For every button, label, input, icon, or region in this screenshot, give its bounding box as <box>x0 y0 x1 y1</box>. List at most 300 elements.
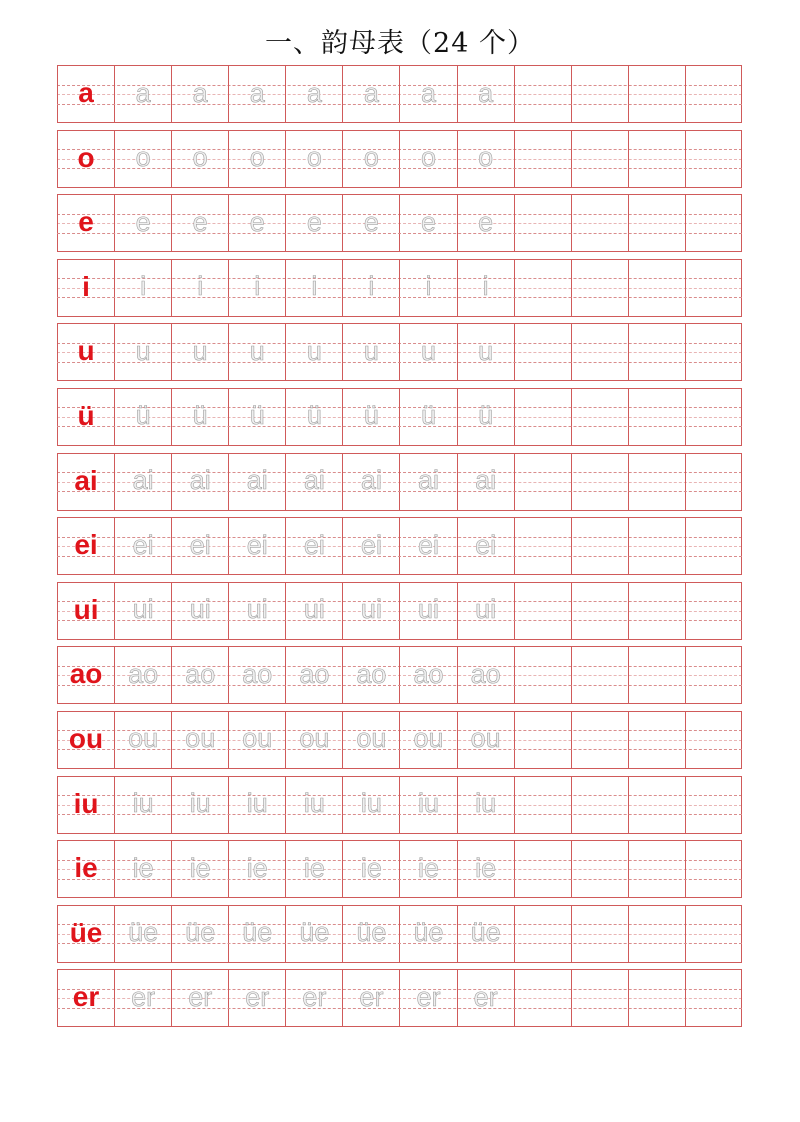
blank-writing-cell[interactable] <box>628 195 685 251</box>
trace-cell <box>457 66 514 122</box>
blank-writing-cell[interactable] <box>571 970 628 1026</box>
blank-writing-cell[interactable] <box>628 712 685 768</box>
trace-text: ü <box>478 400 494 431</box>
trace-text: er <box>245 981 270 1012</box>
trace-text: iu <box>189 788 211 819</box>
trace-text: ao <box>413 658 444 689</box>
blank-writing-cell[interactable] <box>685 777 742 833</box>
trace-cell <box>114 195 171 251</box>
trace-cell <box>342 389 399 445</box>
trace-cell <box>171 906 228 962</box>
trace-text: ie <box>360 852 382 883</box>
trace-text: er <box>416 981 441 1012</box>
trace-cell <box>342 66 399 122</box>
trace-cell <box>399 712 456 768</box>
trace-cell <box>399 970 456 1026</box>
trace-text: üe <box>185 917 216 948</box>
final-label: o <box>77 141 95 173</box>
trace-cell <box>228 131 285 187</box>
trace-cell <box>399 454 456 510</box>
blank-writing-cell[interactable] <box>514 389 571 445</box>
trace-text: üe <box>128 917 159 948</box>
head-cell <box>57 195 114 251</box>
trace-text: ie <box>189 852 211 883</box>
trace-text: üe <box>470 917 501 948</box>
trace-text: iu <box>418 788 440 819</box>
trace-cell <box>399 777 456 833</box>
trace-text: a <box>363 77 379 108</box>
head-cell <box>57 712 114 768</box>
final-label: üe <box>69 916 103 948</box>
trace-text: ie <box>246 852 268 883</box>
trace-cell <box>457 777 514 833</box>
trace-cell <box>342 777 399 833</box>
trace-cell <box>171 454 228 510</box>
trace-text: o <box>363 142 379 173</box>
final-label: ie <box>74 852 98 884</box>
trace-text: iu <box>475 788 497 819</box>
trace-cell <box>171 131 228 187</box>
trace-text: e <box>478 206 494 237</box>
blank-writing-cell[interactable] <box>685 906 742 962</box>
trace-cell <box>399 131 456 187</box>
practice-row <box>57 259 742 317</box>
trace-cell <box>399 195 456 251</box>
trace-cell <box>228 712 285 768</box>
trace-cell <box>171 66 228 122</box>
trace-cell <box>114 583 171 639</box>
pinyin-practice-grid <box>57 65 742 1034</box>
trace-text: ui <box>418 594 440 625</box>
blank-writing-cell[interactable] <box>628 841 685 897</box>
trace-cell <box>342 906 399 962</box>
head-cell <box>57 970 114 1026</box>
trace-text: o <box>249 142 265 173</box>
trace-text: i <box>368 271 375 302</box>
trace-cell <box>285 777 342 833</box>
final-label: ai <box>74 464 98 496</box>
trace-cell <box>171 195 228 251</box>
blank-writing-cell[interactable] <box>514 970 571 1026</box>
blank-writing-cell[interactable] <box>571 131 628 187</box>
blank-writing-cell[interactable] <box>685 712 742 768</box>
blank-writing-cell[interactable] <box>514 66 571 122</box>
trace-cell <box>399 66 456 122</box>
head-cell <box>57 906 114 962</box>
practice-row <box>57 969 742 1027</box>
head-cell <box>57 583 114 639</box>
trace-cell <box>171 518 228 574</box>
trace-cell <box>457 131 514 187</box>
practice-row <box>57 453 742 511</box>
blank-writing-cell[interactable] <box>685 583 742 639</box>
blank-writing-cell[interactable] <box>628 131 685 187</box>
trace-text: ai <box>132 465 154 496</box>
blank-writing-cell[interactable] <box>514 454 571 510</box>
trace-text: er <box>131 981 156 1012</box>
page-title: 一、韵母表（24 个） <box>265 28 535 59</box>
blank-writing-cell[interactable] <box>571 906 628 962</box>
trace-text: i <box>197 271 204 302</box>
practice-row <box>57 646 742 704</box>
blank-writing-cell[interactable] <box>685 131 742 187</box>
trace-text: er <box>359 981 384 1012</box>
trace-text: ou <box>470 723 501 754</box>
blank-writing-cell[interactable] <box>685 518 742 574</box>
blank-writing-cell[interactable] <box>628 518 685 574</box>
trace-text: a <box>135 77 151 108</box>
trace-text: ei <box>189 529 211 560</box>
blank-writing-cell[interactable] <box>685 454 742 510</box>
final-label: e <box>78 206 94 238</box>
practice-row <box>57 905 742 963</box>
trace-text: ie <box>303 852 325 883</box>
blank-writing-cell[interactable] <box>685 324 742 380</box>
trace-cell <box>457 712 514 768</box>
head-cell <box>57 777 114 833</box>
blank-writing-cell[interactable] <box>571 647 628 703</box>
trace-cell <box>114 131 171 187</box>
trace-text: ei <box>303 529 325 560</box>
trace-cell <box>114 260 171 316</box>
trace-cell <box>171 389 228 445</box>
trace-cell <box>228 66 285 122</box>
blank-writing-cell[interactable] <box>685 66 742 122</box>
blank-writing-cell[interactable] <box>571 712 628 768</box>
trace-text: o <box>135 142 151 173</box>
head-cell <box>57 324 114 380</box>
practice-row <box>57 582 742 640</box>
trace-cell <box>399 260 456 316</box>
trace-cell <box>457 970 514 1026</box>
trace-cell <box>228 260 285 316</box>
trace-text: a <box>306 77 322 108</box>
trace-cell <box>228 324 285 380</box>
trace-text: ü <box>306 400 322 431</box>
trace-text: ü <box>249 400 265 431</box>
trace-cell <box>342 324 399 380</box>
trace-text: üe <box>413 917 444 948</box>
trace-cell <box>228 454 285 510</box>
trace-text: ü <box>135 400 151 431</box>
trace-text: i <box>254 271 261 302</box>
trace-text: ou <box>185 723 216 754</box>
trace-text: ou <box>242 723 273 754</box>
trace-cell <box>457 583 514 639</box>
blank-writing-cell[interactable] <box>571 583 628 639</box>
trace-text: er <box>473 981 498 1012</box>
blank-writing-cell[interactable] <box>571 841 628 897</box>
trace-text: u <box>420 335 437 366</box>
trace-text: üe <box>356 917 387 948</box>
blank-writing-cell[interactable] <box>628 906 685 962</box>
blank-writing-cell[interactable] <box>628 389 685 445</box>
blank-writing-cell[interactable] <box>514 647 571 703</box>
head-cell <box>57 518 114 574</box>
trace-text: ai <box>303 465 325 496</box>
blank-writing-cell[interactable] <box>514 518 571 574</box>
trace-cell <box>171 583 228 639</box>
practice-row <box>57 323 742 381</box>
trace-cell <box>342 970 399 1026</box>
blank-writing-cell[interactable] <box>685 389 742 445</box>
trace-cell <box>457 841 514 897</box>
trace-text: e <box>363 206 379 237</box>
trace-cell <box>114 66 171 122</box>
trace-text: iu <box>132 788 154 819</box>
trace-text: ui <box>132 594 154 625</box>
practice-row <box>57 65 742 123</box>
trace-text: ao <box>299 658 330 689</box>
blank-writing-cell[interactable] <box>514 131 571 187</box>
trace-cell <box>457 647 514 703</box>
trace-text: ui <box>246 594 268 625</box>
trace-text: iu <box>360 788 382 819</box>
final-label: ou <box>68 722 104 754</box>
trace-cell <box>171 647 228 703</box>
trace-cell <box>114 389 171 445</box>
head-cell <box>57 389 114 445</box>
trace-cell <box>114 970 171 1026</box>
trace-text: ou <box>413 723 444 754</box>
trace-cell <box>114 712 171 768</box>
blank-writing-cell[interactable] <box>685 647 742 703</box>
final-label: i <box>82 270 90 302</box>
trace-text: ui <box>189 594 211 625</box>
trace-cell <box>285 454 342 510</box>
trace-text: u <box>363 335 379 366</box>
trace-cell <box>228 389 285 445</box>
trace-text: a <box>249 77 265 108</box>
trace-text: ei <box>418 529 440 560</box>
trace-text: i <box>311 271 318 302</box>
trace-cell <box>457 518 514 574</box>
blank-writing-cell[interactable] <box>571 324 628 380</box>
blank-writing-cell[interactable] <box>514 324 571 380</box>
trace-cell <box>228 518 285 574</box>
trace-cell <box>342 518 399 574</box>
trace-text: e <box>420 206 437 237</box>
trace-text: ü <box>420 400 437 431</box>
trace-text: ai <box>189 465 211 496</box>
trace-cell <box>399 841 456 897</box>
trace-text: ü <box>363 400 379 431</box>
trace-text: a <box>478 77 494 108</box>
trace-text: a <box>420 77 437 108</box>
trace-cell <box>285 389 342 445</box>
blank-writing-cell[interactable] <box>514 712 571 768</box>
trace-text: ai <box>475 465 497 496</box>
blank-writing-cell[interactable] <box>571 260 628 316</box>
trace-cell <box>399 647 456 703</box>
head-cell <box>57 454 114 510</box>
trace-cell <box>228 777 285 833</box>
trace-text: ü <box>192 400 208 431</box>
trace-cell <box>399 324 456 380</box>
trace-cell <box>342 712 399 768</box>
trace-text: o <box>478 142 494 173</box>
trace-text: ou <box>356 723 387 754</box>
trace-cell <box>457 389 514 445</box>
trace-cell <box>342 195 399 251</box>
trace-text: ao <box>356 658 387 689</box>
final-label: ao <box>69 658 103 690</box>
trace-text: er <box>302 981 327 1012</box>
trace-text: ui <box>303 594 325 625</box>
trace-cell <box>285 260 342 316</box>
trace-cell <box>228 970 285 1026</box>
trace-cell <box>114 777 171 833</box>
trace-text: u <box>478 335 494 366</box>
practice-row <box>57 711 742 769</box>
blank-writing-cell[interactable] <box>628 454 685 510</box>
trace-text: ei <box>360 529 382 560</box>
blank-writing-cell[interactable] <box>685 841 742 897</box>
trace-cell <box>285 324 342 380</box>
blank-writing-cell[interactable] <box>514 777 571 833</box>
practice-row <box>57 517 742 575</box>
trace-cell <box>228 841 285 897</box>
trace-cell <box>457 906 514 962</box>
trace-cell <box>457 195 514 251</box>
blank-writing-cell[interactable] <box>571 389 628 445</box>
trace-text: e <box>135 206 151 237</box>
blank-writing-cell[interactable] <box>514 583 571 639</box>
trace-text: ai <box>360 465 382 496</box>
trace-cell <box>171 970 228 1026</box>
blank-writing-cell[interactable] <box>628 583 685 639</box>
trace-cell <box>342 454 399 510</box>
blank-writing-cell[interactable] <box>514 906 571 962</box>
practice-row <box>57 388 742 446</box>
trace-cell <box>457 324 514 380</box>
trace-cell <box>171 712 228 768</box>
trace-cell <box>171 324 228 380</box>
practice-row <box>57 194 742 252</box>
trace-text: i <box>140 271 147 302</box>
trace-cell <box>399 583 456 639</box>
trace-cell <box>228 583 285 639</box>
trace-cell <box>342 260 399 316</box>
trace-cell <box>114 454 171 510</box>
final-label: ui <box>73 593 99 625</box>
trace-text: üe <box>242 917 273 948</box>
final-label: ü <box>77 399 95 431</box>
trace-text: ie <box>132 852 154 883</box>
blank-writing-cell[interactable] <box>628 970 685 1026</box>
trace-text: ou <box>128 723 159 754</box>
trace-text: ai <box>418 465 440 496</box>
blank-writing-cell[interactable] <box>571 66 628 122</box>
trace-text: ei <box>132 529 154 560</box>
trace-cell <box>285 131 342 187</box>
blank-writing-cell[interactable] <box>514 260 571 316</box>
trace-text: i <box>425 271 432 302</box>
trace-text: u <box>192 335 208 366</box>
trace-cell <box>171 777 228 833</box>
trace-cell <box>228 906 285 962</box>
trace-text: e <box>249 206 265 237</box>
trace-text: ao <box>128 658 159 689</box>
trace-text: üe <box>299 917 330 948</box>
trace-cell <box>285 712 342 768</box>
blank-writing-cell[interactable] <box>628 324 685 380</box>
trace-text: ao <box>470 658 501 689</box>
blank-writing-cell[interactable] <box>571 454 628 510</box>
trace-text: i <box>482 271 489 302</box>
trace-cell <box>285 583 342 639</box>
blank-writing-cell[interactable] <box>628 66 685 122</box>
trace-cell <box>342 583 399 639</box>
final-label: a <box>78 77 94 108</box>
trace-text: er <box>188 981 213 1012</box>
trace-text: e <box>192 206 208 237</box>
trace-text: a <box>192 77 208 108</box>
trace-cell <box>228 195 285 251</box>
trace-text: o <box>306 142 322 173</box>
blank-writing-cell[interactable] <box>628 260 685 316</box>
trace-text: o <box>192 142 208 173</box>
trace-text: ei <box>246 529 268 560</box>
trace-text: u <box>306 335 322 366</box>
trace-text: ui <box>360 594 382 625</box>
trace-text: ao <box>185 658 216 689</box>
head-cell <box>57 647 114 703</box>
head-cell <box>57 66 114 122</box>
trace-text: u <box>135 335 151 366</box>
trace-text: o <box>420 142 437 173</box>
trace-cell <box>342 841 399 897</box>
trace-cell <box>342 647 399 703</box>
trace-text: e <box>306 206 322 237</box>
trace-cell <box>342 131 399 187</box>
trace-text: ou <box>299 723 330 754</box>
trace-cell <box>399 389 456 445</box>
head-cell <box>57 260 114 316</box>
trace-text: u <box>249 335 265 366</box>
final-label: ei <box>74 529 98 561</box>
trace-cell <box>114 841 171 897</box>
trace-cell <box>285 195 342 251</box>
trace-text: ie <box>475 852 497 883</box>
practice-row <box>57 840 742 898</box>
trace-cell <box>285 66 342 122</box>
blank-writing-cell[interactable] <box>685 260 742 316</box>
blank-writing-cell[interactable] <box>571 777 628 833</box>
blank-writing-cell[interactable] <box>628 647 685 703</box>
blank-writing-cell[interactable] <box>571 195 628 251</box>
practice-row <box>57 776 742 834</box>
trace-cell <box>457 260 514 316</box>
trace-cell <box>285 518 342 574</box>
blank-writing-cell[interactable] <box>514 841 571 897</box>
blank-writing-cell[interactable] <box>514 195 571 251</box>
trace-cell <box>457 454 514 510</box>
trace-text: ui <box>475 594 497 625</box>
trace-cell <box>285 841 342 897</box>
trace-text: ie <box>418 852 440 883</box>
blank-writing-cell[interactable] <box>571 518 628 574</box>
blank-writing-cell[interactable] <box>628 777 685 833</box>
trace-text: ei <box>475 529 497 560</box>
trace-cell <box>285 647 342 703</box>
head-cell <box>57 841 114 897</box>
trace-cell <box>114 647 171 703</box>
trace-cell <box>285 906 342 962</box>
trace-cell <box>285 970 342 1026</box>
blank-writing-cell[interactable] <box>685 195 742 251</box>
blank-writing-cell[interactable] <box>685 970 742 1026</box>
